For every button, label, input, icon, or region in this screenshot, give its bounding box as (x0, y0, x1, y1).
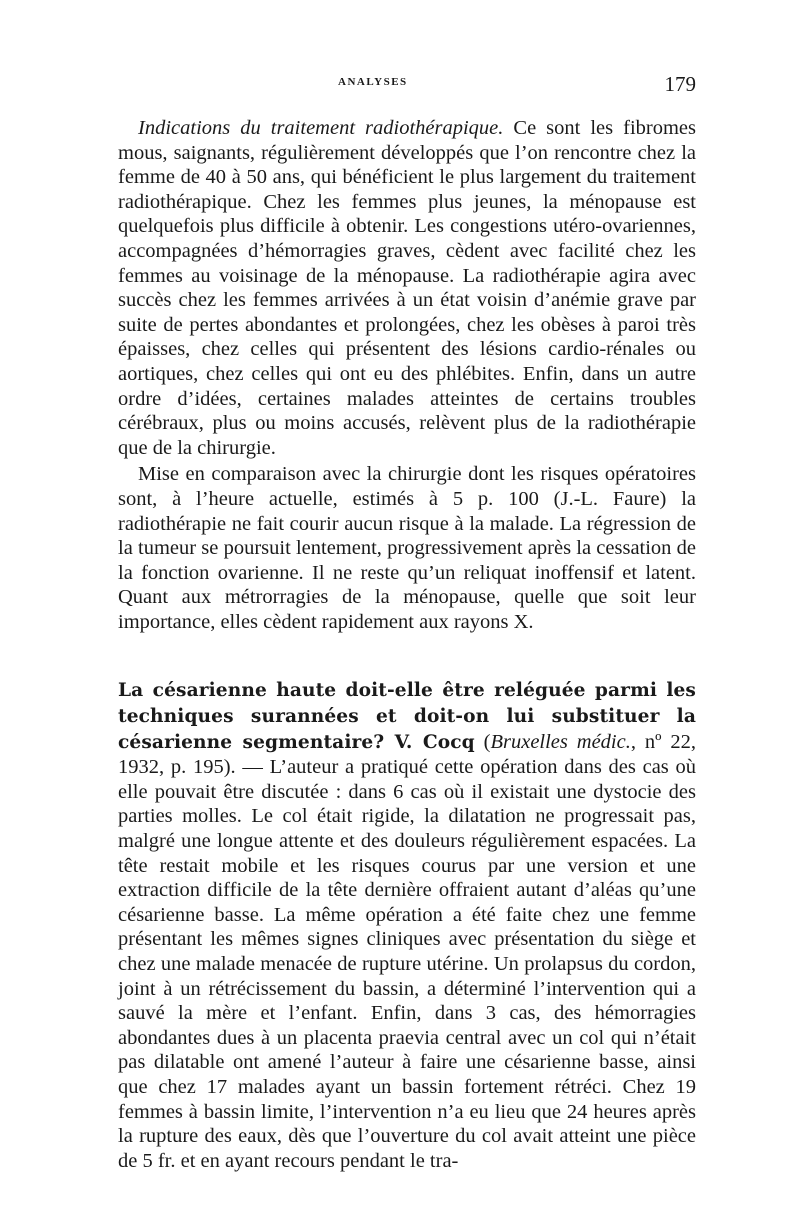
citation-details: , nº 22, 1932, p. 195). (118, 730, 696, 779)
paragraph-body: Ce sont les fibromes mous, saignants, régulièrement développés que l’on rencontre chez la femme de 40 à 50 ans, qui bénéficient le plus largement du traitement radiothérapique. Chez les femmes plus jeunes, la ménopause est quelquefois plus difficile à obtenir. Les congestions utéro-ovariennes, accompagnées d’hémorragies graves, cèdent avec facilité chez les femmes au voisinage de la ménopause. La radiothérapie agira avec succès chez les femmes arrivées à un état voisin d’anémie grave par suite de pertes abondantes et prolongées, chez les obèses à paroi très épaisses, chez celles qui présentent des lésions cardio-rénales ou aortiques, chez celles qui ont eu des phlébites. Enfin, dans un autre ordre d’idées, certaines malades atteintes de certains troubles cérébraux, plus ou moins accusés, relèvent plus de la radiothérapie que de la chirurgie. (118, 117, 696, 459)
paragraph-lead-italic: Indications du traitement radiothérapique. (138, 117, 504, 139)
journal-name: Bruxelles médic. (490, 730, 631, 753)
paragraph-body: — L’auteur a pratiqué cette opération dans des cas où elle pouvait être discutée : dans 6 cas où il existait une dystocie des parties molles. Le col était rigide, la dilatation ne progressait pas, malgré une longue attente et des douleurs régulièrement espacées. La tête restait mobile et les risques courus par une version et une extraction difficile de la tête dernière offraient autant d’aléas qu’une césarienne basse. La même opération a été faite chez une femme présentant les mêmes signes cliniques avec présentation du siège et chez une malade menacée de rupture utérine. Un prolapsus du cordon, joint à un rétrécissement du bassin, a déterminé l’intervention qui a sauvé la mère et l’enfant. Enfin, dans 3 cas, des hémorragies abondantes dues à un placenta praevia central avec un col qui n’était pas dilatable ont amené l’auteur à faire une césarienne basse, ainsi que chez 17 malades ayant un bassin fortement rétréci. Chez 19 femmes à bassin limite, l’intervention n’a eu lieu que 24 heures après la rupture des eaux, dès que l’ouverture du col avait atteint une pièce de 5 fr. et en ayant recours pendant le tra- (118, 756, 697, 1172)
article-title: La césarienne haute doit-elle être reléguée parmi les techniques surannées et doit-on lui substituer la césarienne segmentaire? V. Cocq (118, 680, 696, 753)
citation-open: ( (474, 730, 491, 753)
paragraph-indications (118, 116, 696, 460)
page-number: 179 (664, 72, 696, 96)
paragraph-comparison (118, 462, 696, 634)
running-header (118, 72, 696, 102)
article-abstract (118, 678, 696, 1173)
journal-page (118, 72, 696, 1173)
running-title: ANALYSES (338, 76, 408, 88)
paragraph-body: Mise en comparaison avec la chirurgie dont les risques opératoires sont, à l’heure actuelle, estimés à 5 p. 100 (J.-L. Faure) la radiothérapie ne fait courir aucun risque à la malade. La régression de la tumeur se poursuit lentement, progressivement après la cessation de la fonction ovarienne. Il ne reste qu’un reliquat inoffensif et latent. Quant aux métrorragies de la ménopause, quelle que soit leur importance, elles cèdent rapidement aux rayons X. (118, 463, 696, 633)
